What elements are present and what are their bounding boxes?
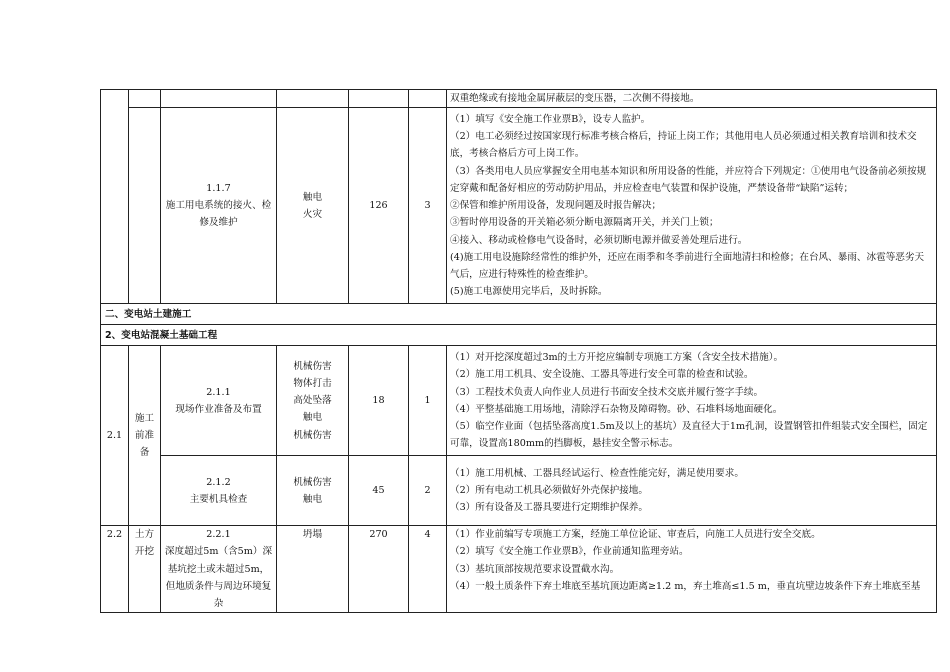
hazard-cell xyxy=(277,346,349,456)
item-cell xyxy=(161,526,277,613)
level-cell: 3 xyxy=(409,108,447,304)
hazard-line: 火灾 xyxy=(302,208,323,220)
section-row xyxy=(101,304,937,325)
subsection-title: 2、变电站混凝土基础工程 xyxy=(101,325,937,346)
table-row xyxy=(101,90,937,108)
hazard-line: 物体打击 xyxy=(293,377,332,389)
score-cell: 45 xyxy=(349,456,409,526)
empty-cell xyxy=(101,90,129,304)
table-row xyxy=(101,456,937,526)
measure-line: （2）填写《安全施工作业票B》，作业前通知监理旁站。 xyxy=(450,546,689,558)
empty-cell xyxy=(349,90,409,108)
hazard-cell xyxy=(277,456,349,526)
hazard-line: 机械伤害 xyxy=(293,360,332,372)
empty-cell xyxy=(129,90,161,108)
measure-line: （4）平整基础施工用场地，清除浮石杂物及障碍物。砂、石堆料场地面硬化。 xyxy=(450,403,783,415)
measure-content xyxy=(447,456,937,526)
safety-measures-table xyxy=(100,89,937,613)
empty-cell xyxy=(277,90,349,108)
measure-line: （1）对开挖深度超过3m的土方开挖应编制专项施工方案（含安全技术措施）。 xyxy=(450,352,784,364)
measure-line: 双重绝缘或有接地金属屏蔽层的变压器，二次侧不得接地。 xyxy=(450,93,700,104)
hazard-line: 机械伤害 xyxy=(293,476,332,488)
item-cell xyxy=(161,108,277,304)
phase-name: 施工前准备 xyxy=(129,346,161,526)
hazard-line: 触电 xyxy=(302,412,323,424)
level-cell: 2 xyxy=(409,456,447,526)
level-cell: 4 xyxy=(409,526,447,613)
measure-line: ③暂时停用设备的开关箱必须分断电源隔离开关，并关门上锁； xyxy=(450,217,719,229)
measure-content xyxy=(447,108,937,304)
item-name: 主要机具检查 xyxy=(189,493,248,505)
hazard-line: 触电 xyxy=(302,493,323,505)
score-cell: 126 xyxy=(349,108,409,304)
measure-line: (4)施工用电设施除经常性的维护外，还应在雨季和冬季前进行全面地清扫和检修；在台风、暴雨、冰雹等恶劣天气后，应进行特殊性的检查维护。 xyxy=(450,251,925,280)
measure-line: （5）临空作业面（包括坠落高度1.5m及以上的基坑）及直径大于1m孔洞，设置钢管扣件组装式安全围栏，固定可靠，设置高180mm的挡脚板，悬挂安全警示标志。 xyxy=(450,420,928,450)
measure-line: （1）填写《安全施工作业票B》，设专人监护。 xyxy=(450,114,651,126)
measure-line: (5)施工电源使用完毕后，及时拆除。 xyxy=(450,286,608,298)
phase-number: 2.2 xyxy=(101,526,129,613)
measure-line: ④接入、移动或检修电气设备时，必须切断电源并做妥善处理后进行。 xyxy=(450,234,748,246)
item-code: 2.2.1 xyxy=(206,529,231,541)
measure-line: （1）施工用机械、工器具经试运行、检查性能完好，满足使用要求。 xyxy=(450,467,744,479)
item-cell xyxy=(161,456,277,526)
table-row xyxy=(101,108,937,304)
hazard-line: 机械伤害 xyxy=(293,429,332,441)
section-row xyxy=(101,325,937,346)
measure-content xyxy=(447,90,937,108)
table-row xyxy=(101,526,937,613)
item-name: 深度超过5m（含5m）深基坑挖土或未超过5m，但地质条件与周边环境复杂 xyxy=(164,546,273,610)
measure-line: ②保管和维护所用设备，发现问题及时报告解决； xyxy=(450,200,662,212)
hazard-cell xyxy=(277,526,349,613)
measure-line: （2）电工必须经过按国家现行标准考核合格后，持证上岗工作；其他用电人员必须通过相关教育培训和技术交底，考核合格后方可上岗工作。 xyxy=(450,131,917,160)
score-cell: 18 xyxy=(349,346,409,456)
hazard-line: 坍塌 xyxy=(302,529,323,541)
phase-name: 土方开挖 xyxy=(129,526,161,613)
measure-line: （4）一般土质条件下弃土堆底至基坑顶边距离≥1.2 m，弃土堆高≤1.5 m，垂直坑壁边坡条件下弃土堆底至基 xyxy=(450,580,921,592)
item-cell xyxy=(161,346,277,456)
score-cell: 270 xyxy=(349,526,409,613)
section-title: 二、变电站土建施工 xyxy=(101,304,937,325)
phase-number: 2.1 xyxy=(101,346,129,526)
item-code: 1.1.7 xyxy=(206,182,231,194)
measure-line: （3）各类用电人员应掌握安全用电基本知识和所用设备的性能，并应符合下列规定：①使用电气设备前必须按规定穿戴和配备好相应的劳动防护用品，并应检查电气装置和保护设施，严禁设备带“缺陷”运转； xyxy=(450,165,927,194)
empty-cell xyxy=(129,108,161,304)
level-cell: 1 xyxy=(409,346,447,456)
table-row xyxy=(101,346,937,456)
item-name: 现场作业准备及布置 xyxy=(175,403,262,415)
measure-line: （3）基坑顶部按规范要求设置截水沟。 xyxy=(450,563,620,575)
measure-line: （2）所有电动工机具必须做好外壳保护接地。 xyxy=(450,485,648,497)
measure-content xyxy=(447,526,937,613)
item-code: 2.1.1 xyxy=(206,386,231,398)
empty-cell xyxy=(409,90,447,108)
measure-line: （3）工程技术负责人向作业人员进行书面安全技术交底并履行签字手续。 xyxy=(450,386,764,398)
item-name: 施工用电系统的接火、检修及维护 xyxy=(165,200,272,229)
empty-cell xyxy=(161,90,277,108)
measure-line: （1）作业前编写专项施工方案，经施工单位论证、审查后，向施工人员进行安全交底。 xyxy=(450,529,821,541)
item-code: 2.1.2 xyxy=(206,476,231,488)
hazard-line: 高处坠落 xyxy=(293,395,332,407)
measure-line: （3）所有设备及工器具要进行定期维护保养。 xyxy=(450,502,648,514)
measure-line: （2）施工用工机具、安全设施、工器具等进行安全可靠的检查和试验。 xyxy=(450,369,754,381)
hazard-cell xyxy=(277,108,349,304)
measure-content xyxy=(447,346,937,456)
hazard-line: 触电 xyxy=(302,191,323,203)
